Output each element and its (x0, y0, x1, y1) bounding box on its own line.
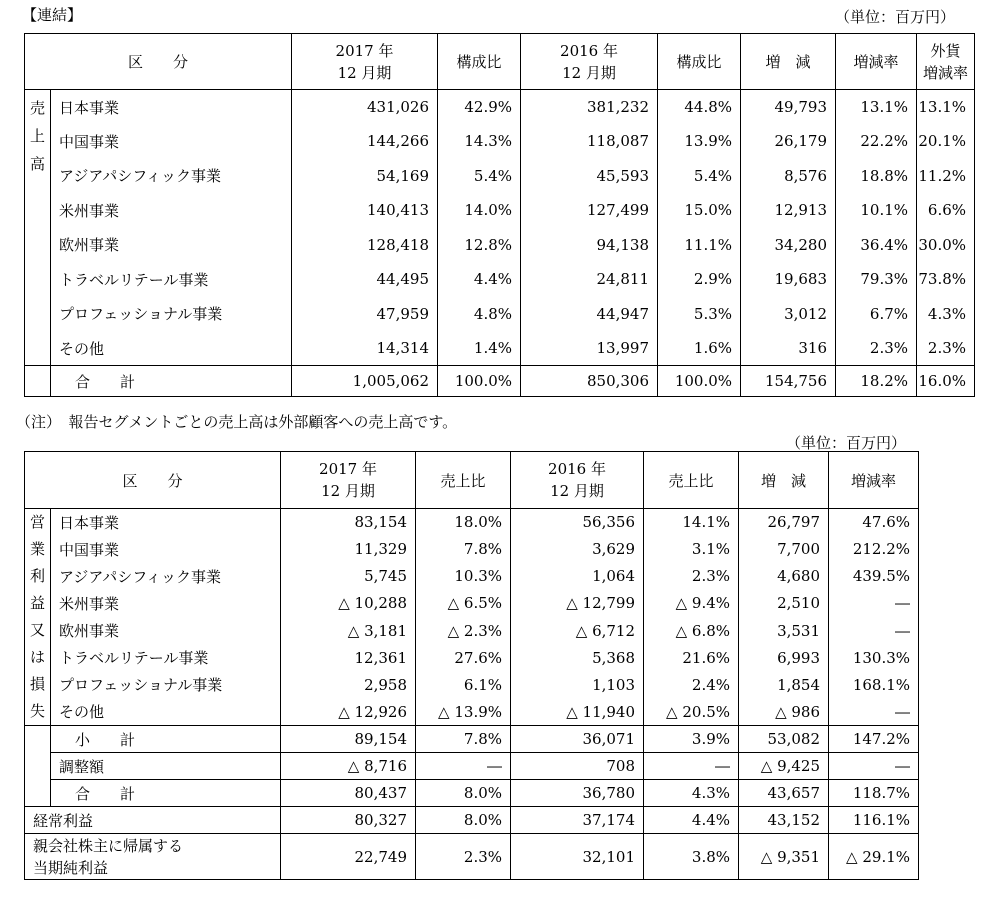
cell-r16: △ 9.4% (644, 590, 739, 617)
cell-chg: 154,756 (741, 366, 836, 397)
cell-fx: 6.6% (917, 193, 975, 228)
cell-v17: 89,154 (281, 726, 416, 753)
cell-r16: 3.9% (644, 726, 739, 753)
header-fx-rate: 外貨 増減率 (917, 34, 975, 90)
cell-chg: 316 (741, 331, 836, 366)
cell-r16: 11.1% (658, 228, 741, 263)
cell-r16: 2.3% (644, 563, 739, 590)
cell-rate: 118.7% (829, 780, 919, 807)
cell-chg: 26,179 (741, 124, 836, 159)
cell-v16: △ 6,712 (511, 617, 644, 644)
cell-v17: 14,314 (292, 331, 438, 366)
table-row (25, 159, 975, 194)
cell-r16: 5.4% (658, 159, 741, 194)
cell-v16: 94,138 (521, 228, 658, 263)
t2-side-char: 又 (29, 621, 45, 639)
adjust-label: 調整額 (51, 753, 281, 780)
total-side-blank (25, 366, 51, 397)
net-income-label-line1: 親会社株主に帰属する (33, 836, 184, 855)
table-row (25, 228, 975, 263)
row-label: 日本事業 (51, 509, 281, 536)
subtotal-row (25, 726, 919, 753)
adjust-side-blank (25, 753, 51, 780)
cell-r17: 4.8% (438, 297, 521, 332)
cell-r17: 14.3% (438, 124, 521, 159)
cell-v17: 5,745 (281, 563, 416, 590)
table-row (25, 698, 919, 725)
cell-chg: 8,576 (741, 159, 836, 194)
cell-rate: 79.3% (836, 262, 917, 297)
ordinary-label: 経常利益 (25, 807, 281, 834)
table-row (25, 590, 919, 617)
cell-v16: △ 11,940 (511, 698, 644, 725)
cell-v16: 381,232 (521, 90, 658, 125)
cell-r17: △ 6.5% (416, 590, 511, 617)
table-row (25, 297, 975, 332)
cell-r17: 100.0% (438, 366, 521, 397)
cell-v16: 5,368 (511, 644, 644, 671)
cell-r16: 13.9% (658, 124, 741, 159)
cell-r16: 2.4% (644, 671, 739, 698)
table-row (25, 124, 975, 159)
cell-r17: 5.4% (438, 159, 521, 194)
t2-side-char: 失 (29, 702, 45, 720)
table1-header-row (25, 34, 975, 90)
t2-side-char: 損 (29, 675, 45, 693)
cell-chg: △ 986 (739, 698, 829, 725)
table-row (25, 509, 919, 536)
row-label: 欧州事業 (51, 228, 292, 263)
cell-v16: 37,174 (511, 807, 644, 834)
cell-v17: 22,749 (281, 834, 416, 880)
cell-v16: 1,064 (511, 563, 644, 590)
cell-chg: 53,082 (739, 726, 829, 753)
cell-v16: 118,087 (521, 124, 658, 159)
row-label: 米州事業 (51, 590, 281, 617)
table-row (25, 536, 919, 563)
table-row (25, 617, 919, 644)
cell-v16: 850,306 (521, 366, 658, 397)
cell-v17: 54,169 (292, 159, 438, 194)
cell-v16: 3,629 (511, 536, 644, 563)
adjust-row (25, 753, 919, 780)
cell-rate: ― (829, 617, 919, 644)
cell-rate: ― (829, 753, 919, 780)
table-row (25, 563, 919, 590)
cell-v17: 1,005,062 (292, 366, 438, 397)
cell-r16: ― (644, 753, 739, 780)
cell-rate: △ 29.1% (829, 834, 919, 880)
cell-v17: 83,154 (281, 509, 416, 536)
cell-chg: 26,797 (739, 509, 829, 536)
cell-v17: 12,361 (281, 644, 416, 671)
cell-r17: 7.8% (416, 726, 511, 753)
cell-rate: 47.6% (829, 509, 919, 536)
t2-side-char: 業 (29, 540, 45, 558)
cell-r17: 18.0% (416, 509, 511, 536)
cell-v16: 708 (511, 753, 644, 780)
table2-operating-income (24, 451, 919, 880)
cell-rate: 13.1% (836, 90, 917, 125)
cell-chg: 3,531 (739, 617, 829, 644)
cell-r17: ― (416, 753, 511, 780)
cell-r17: 8.0% (416, 807, 511, 834)
row-label: 中国事業 (51, 536, 281, 563)
table-row (25, 193, 975, 228)
table2-unit: （単位：百万円） (786, 434, 907, 452)
cell-r16: 14.1% (644, 509, 739, 536)
cell-rate: 2.3% (836, 331, 917, 366)
row-label: トラベルリテール事業 (51, 262, 292, 297)
row-label: 日本事業 (51, 90, 292, 125)
table-row (25, 331, 975, 366)
cell-fx: 11.2% (917, 159, 975, 194)
header-2017: 2017 年 12 月期 (281, 452, 416, 509)
cell-chg: 6,993 (739, 644, 829, 671)
cell-rate: 116.1% (829, 807, 919, 834)
cell-chg: 43,152 (739, 807, 829, 834)
cell-r17: 14.0% (438, 193, 521, 228)
total-side-blank (25, 780, 51, 807)
cell-chg: △ 9,351 (739, 834, 829, 880)
row-label: アジアパシフィック事業 (51, 563, 281, 590)
table-row (25, 671, 919, 698)
row-label: 米州事業 (51, 193, 292, 228)
header-ratio-2016: 売上比 (644, 452, 739, 509)
ordinary-row (25, 807, 919, 834)
cell-fx: 16.0% (917, 366, 975, 397)
cell-fx: 2.3% (917, 331, 975, 366)
cell-v17: 11,329 (281, 536, 416, 563)
cell-chg: 3,012 (741, 297, 836, 332)
cell-r16: 3.8% (644, 834, 739, 880)
cell-v17: 44,495 (292, 262, 438, 297)
cell-r16: 21.6% (644, 644, 739, 671)
net-income-label (25, 834, 281, 880)
cell-r17: △ 2.3% (416, 617, 511, 644)
cell-fx: 30.0% (917, 228, 975, 263)
table1-caption: 【連結】 (22, 6, 83, 24)
cell-v17: △ 8,716 (281, 753, 416, 780)
header-2016: 2016 年 12 月期 (521, 34, 658, 90)
net-income-label-line2: 当期純利益 (33, 858, 109, 877)
table-row (25, 262, 975, 297)
cell-rate: 439.5% (829, 563, 919, 590)
cell-v17: 80,327 (281, 807, 416, 834)
net-income-row (25, 834, 919, 880)
cell-v16: 24,811 (521, 262, 658, 297)
cell-rate: 6.7% (836, 297, 917, 332)
cell-v16: 32,101 (511, 834, 644, 880)
cell-r16: 2.9% (658, 262, 741, 297)
cell-v16: 44,947 (521, 297, 658, 332)
cell-r16: 1.6% (658, 331, 741, 366)
table1-sales (24, 33, 975, 397)
cell-v17: △ 3,181 (281, 617, 416, 644)
cell-chg: 4,680 (739, 563, 829, 590)
cell-v16: 13,997 (521, 331, 658, 366)
cell-chg: 19,683 (741, 262, 836, 297)
cell-r17: 12.8% (438, 228, 521, 263)
cell-rate: 130.3% (829, 644, 919, 671)
cell-r17: 1.4% (438, 331, 521, 366)
cell-v17: 144,266 (292, 124, 438, 159)
cell-r17: 7.8% (416, 536, 511, 563)
row-label: プロフェッショナル事業 (51, 297, 292, 332)
cell-rate: ― (829, 698, 919, 725)
row-label: その他 (51, 698, 281, 725)
cell-r17: 8.0% (416, 780, 511, 807)
cell-rate: 147.2% (829, 726, 919, 753)
row-label: トラベルリテール事業 (51, 644, 281, 671)
cell-fx: 13.1% (917, 90, 975, 125)
cell-rate: 10.1% (836, 193, 917, 228)
t2-side-char: は (29, 648, 45, 666)
row-label: アジアパシフィック事業 (51, 159, 292, 194)
cell-v16: 127,499 (521, 193, 658, 228)
cell-chg: △ 9,425 (739, 753, 829, 780)
t1-side-label (25, 90, 51, 366)
cell-v17: 140,413 (292, 193, 438, 228)
cell-v17: △ 10,288 (281, 590, 416, 617)
t1-side-char: 上 (29, 127, 45, 145)
cell-chg: 7,700 (739, 536, 829, 563)
header-change: 増 減 (741, 34, 836, 90)
header-2017: 2017 年 12 月期 (292, 34, 438, 90)
cell-v16: 36,780 (511, 780, 644, 807)
cell-fx: 20.1% (917, 124, 975, 159)
subtotal-label: 小 計 (51, 726, 281, 753)
cell-r16: 4.4% (644, 807, 739, 834)
row-label: 中国事業 (51, 124, 292, 159)
header-ratio-2016: 構成比 (658, 34, 741, 90)
table2-header-row (25, 452, 919, 509)
cell-chg: 34,280 (741, 228, 836, 263)
cell-r17: 6.1% (416, 671, 511, 698)
cell-r16: △ 20.5% (644, 698, 739, 725)
cell-rate: 168.1% (829, 671, 919, 698)
cell-chg: 1,854 (739, 671, 829, 698)
cell-rate: 22.2% (836, 124, 917, 159)
cell-r17: 27.6% (416, 644, 511, 671)
cell-rate: 18.2% (836, 366, 917, 397)
header-ratio-2017: 売上比 (416, 452, 511, 509)
cell-rate: 18.8% (836, 159, 917, 194)
row-label: プロフェッショナル事業 (51, 671, 281, 698)
cell-rate: 36.4% (836, 228, 917, 263)
cell-r17: 42.9% (438, 90, 521, 125)
cell-v16: 45,593 (521, 159, 658, 194)
total-row (25, 780, 919, 807)
cell-v17: △ 12,926 (281, 698, 416, 725)
cell-chg: 49,793 (741, 90, 836, 125)
t1-side-char: 高 (29, 155, 45, 173)
table-row (25, 644, 919, 671)
cell-rate: 212.2% (829, 536, 919, 563)
cell-rate: ― (829, 590, 919, 617)
cell-v17: 128,418 (292, 228, 438, 263)
cell-v17: 2,958 (281, 671, 416, 698)
cell-r16: 100.0% (658, 366, 741, 397)
footnote: （注） 報告セグメントごとの売上高は外部顧客への売上高です。 (16, 413, 458, 431)
cell-chg: 2,510 (739, 590, 829, 617)
cell-fx: 73.8% (917, 262, 975, 297)
header-2016: 2016 年 12 月期 (511, 452, 644, 509)
table-row (25, 90, 975, 125)
cell-v16: △ 12,799 (511, 590, 644, 617)
cell-r16: 5.3% (658, 297, 741, 332)
cell-r16: 3.1% (644, 536, 739, 563)
cell-r16: 15.0% (658, 193, 741, 228)
cell-r16: 4.3% (644, 780, 739, 807)
header-kubun: 区 分 (25, 452, 281, 509)
t2-side-label (25, 509, 51, 726)
cell-v16: 1,103 (511, 671, 644, 698)
header-ratio-2017: 構成比 (438, 34, 521, 90)
table1-unit: （単位：百万円） (835, 8, 956, 26)
t1-side-char: 売 (29, 99, 45, 117)
cell-r17: 10.3% (416, 563, 511, 590)
header-rate: 増減率 (836, 34, 917, 90)
cell-r16: 44.8% (658, 90, 741, 125)
subtotal-side-blank (25, 726, 51, 753)
cell-v17: 80,437 (281, 780, 416, 807)
row-label: 欧州事業 (51, 617, 281, 644)
cell-chg: 43,657 (739, 780, 829, 807)
cell-v16: 56,356 (511, 509, 644, 536)
header-rate: 増減率 (829, 452, 919, 509)
t2-side-char: 利 (29, 567, 45, 585)
cell-v16: 36,071 (511, 726, 644, 753)
cell-r16: △ 6.8% (644, 617, 739, 644)
t2-side-char: 営 (29, 513, 45, 531)
total-row (25, 366, 975, 397)
header-change: 増 減 (739, 452, 829, 509)
cell-r17: △ 13.9% (416, 698, 511, 725)
cell-r17: 4.4% (438, 262, 521, 297)
header-kubun: 区 分 (25, 34, 292, 90)
cell-r17: 2.3% (416, 834, 511, 880)
cell-v17: 431,026 (292, 90, 438, 125)
cell-chg: 12,913 (741, 193, 836, 228)
t2-side-char: 益 (29, 594, 45, 612)
cell-fx: 4.3% (917, 297, 975, 332)
total-label: 合 計 (51, 780, 281, 807)
total-label: 合 計 (51, 366, 292, 397)
row-label: その他 (51, 331, 292, 366)
cell-v17: 47,959 (292, 297, 438, 332)
